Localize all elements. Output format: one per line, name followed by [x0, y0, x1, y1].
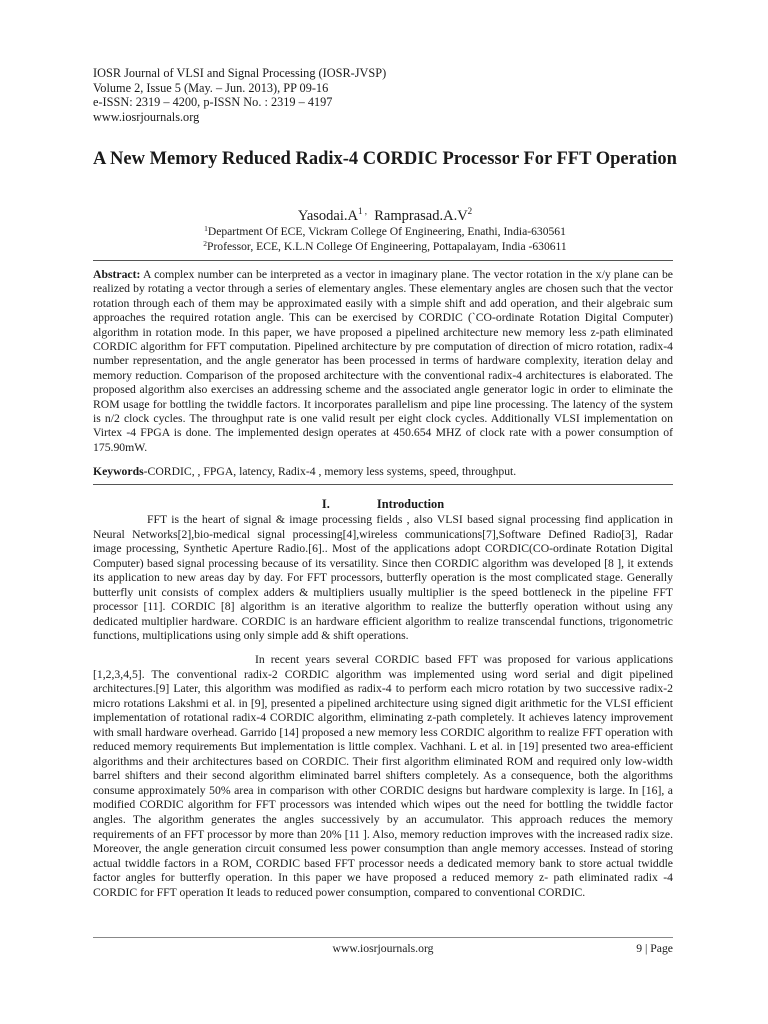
journal-name: IOSR Journal of VLSI and Signal Processing (IOSR-JVSP) [93, 66, 387, 80]
affiliation-superscript: 1 [204, 224, 208, 233]
page-number: 9 | Page [636, 942, 673, 955]
author-superscript: 1 , [358, 206, 367, 216]
journal-volume: Volume 2, Issue 5 (May. – Jun. 2013), PP 09-16 [93, 80, 329, 95]
author-name: Ramprasad.A.V [374, 208, 468, 224]
abstract-bottom-rule [93, 484, 673, 485]
author-superscript: 2 [467, 206, 473, 216]
abstract-text: A complex number can be interpreted as a vector in imaginary plane. The vector rotation in the x/y plane can be realized by rotating a vector through a series of elementary angles. These elementary angles are chosen such that the vector rotation through each of them may be approximated easily with a simple shift and add operation, and their algebraic sum approaches the required rotation angle. This can be exercised by CORDIC (`CO-ordinate Rotation Digital Computer) algorithm in rotation mode. In this paper, we have proposed a pipelined architecture new memory less z-path eliminated CORDIC algorithm for FFT computation. Pipelined architecture by pre computation of direction of micro rotation, radix-4 number representation, and the angle generator has been processed in terms of hardware complexity, iteration delay and memory reduction. Comparison of the proposed architecture with the conventional radix-4 architectures is elaborated. The proposed algorithm also exercises an addressing scheme and the associated angle generator logic in order to eliminate the ROM usage for bottling the twiddle factors. It incorporates parallelism and pipe line processing. The latency of the system is n/2 clock cycles. The throughput rate is one valid result per eight clock cycles. Additionally VLSI implementation on Virtex -4 FPGA is done. The implemented design operates at 450.654 MHZ of clock rate with a power consumption of 175.90mW. [93, 268, 673, 454]
affiliation-2 [80, 237, 690, 254]
section-heading [93, 496, 673, 512]
keywords [93, 465, 673, 479]
abstract [93, 268, 673, 455]
abstract-label: Abstract: [93, 268, 141, 281]
body-paragraph: In recent years several CORDIC based FFT was proposed for various applications [1,2,3,4,5]. The conventional radix-2 CORDIC algorithm was implemented using word serial and digit pipelined architectures.[9] Later, this algorithm was modified as radix-4 to perform each micro rotation by two successive radix-2 micro rotations Lakshmi et al. in [9], presented a pipelined architecture using signed digit arithmetic for the VLSI efficient implementation of rotational radix-4 CORDIC algorithm, eliminating z-path completely. It achieves latency improvement with small hardware overhead. Garrido [14] proposed a new memory less CORDIC algorithm to realize FFT operation with reduced memory requirements But implementation is little complex. Vachhani. L et al. in [19] presented two area-efficient algorithms and their architectures based on CORDIC. Their first algorithm eliminated ROM and required only low-width barrel shifters and their second algorithm eliminated barrel shifters completely. As a consequence, both the algorithms consume approximately 50% area in comparison with other CORDIC designs but hardware complexity is large. In [16], a modified CORDIC algorithm for FFT processors was intended which wipes out the need for bottling the twiddle factor angles. The algorithm generates the angles successively by an accumulator. This approach reduces the memory requirements of an FFT processor by more than 20% [11 ]. Also, memory reduction improves with the increased radix size. Moreover, the angle generation circuit consumed less power consumption than angle memory accesses. Instead of storing actual twiddle factors in a ROM, CORDIC based FFT processor needs a dedicated memory bank to store actual twiddle factor angles for butterfly operation. In this paper we have proposed a reduced memory z- path eliminated radix -4 CORDIC for FFT operation It leads to reduced power consumption, compared to conventional CORDIC. [93, 653, 673, 899]
affiliation-text: Professor, ECE, K.L.N College Of Engineering, Pottapalayam, India -630611 [207, 240, 567, 253]
keywords-text: -CORDIC, , FPGA, latency, Radix-4 , memory less systems, speed, throughput. [143, 465, 517, 478]
affiliation-superscript: 2 [203, 239, 207, 248]
journal-header [93, 66, 593, 124]
section-title: Introduction [376, 497, 445, 511]
footer-website: www.iosrjournals.org [332, 942, 434, 955]
body-paragraph: FFT is the heart of signal & image processing fields , also VLSI based signal processing find application in Neural Networks[2],bio-medical signal processing[4],wireless communications[7],Software Defined Radio[3], Radar image processing, Synthetic Aperture Radio.[6].. Most of the applications adopt CORDIC(CO-ordinate Rotation Digital Computer) based signal processing because of its versatility. Since then CORDIC algorithm was developed [8 ], it extends its application to new areas day by day. For FFT processors, butterfly operation is the most complicated stage. Generally butterfly unit consists of complex adders & multipliers usually multiplier is the speed bottleneck in the pipeline FFT processor [11]. CORDIC [8] algorithm is an iterative algorithm to realize the butterfly operation without using any dedicated multiplier hardware. CORDIC is an hardware efficient algorithm to realize transcendal functions, trigonometric functions, multiplications using only simple add & shift operations. [93, 513, 673, 643]
footer-rule [93, 937, 673, 938]
author-name: Yasodai.A [297, 208, 358, 224]
journal-issn: e-ISSN: 2319 – 4200, p-ISSN No. : 2319 – 4197 [93, 95, 333, 110]
affiliation-text: Department Of ECE, Vickram College Of Engineering, Enathi, India-630561 [207, 225, 566, 238]
keywords-label: Keywords [93, 465, 144, 478]
paper-title: A New Memory Reduced Radix-4 CORDIC Processor For FFT Operation [93, 149, 677, 169]
section-number: I. [321, 497, 330, 511]
abstract-top-rule [93, 260, 673, 261]
journal-website: www.iosrjournals.org [93, 109, 200, 124]
